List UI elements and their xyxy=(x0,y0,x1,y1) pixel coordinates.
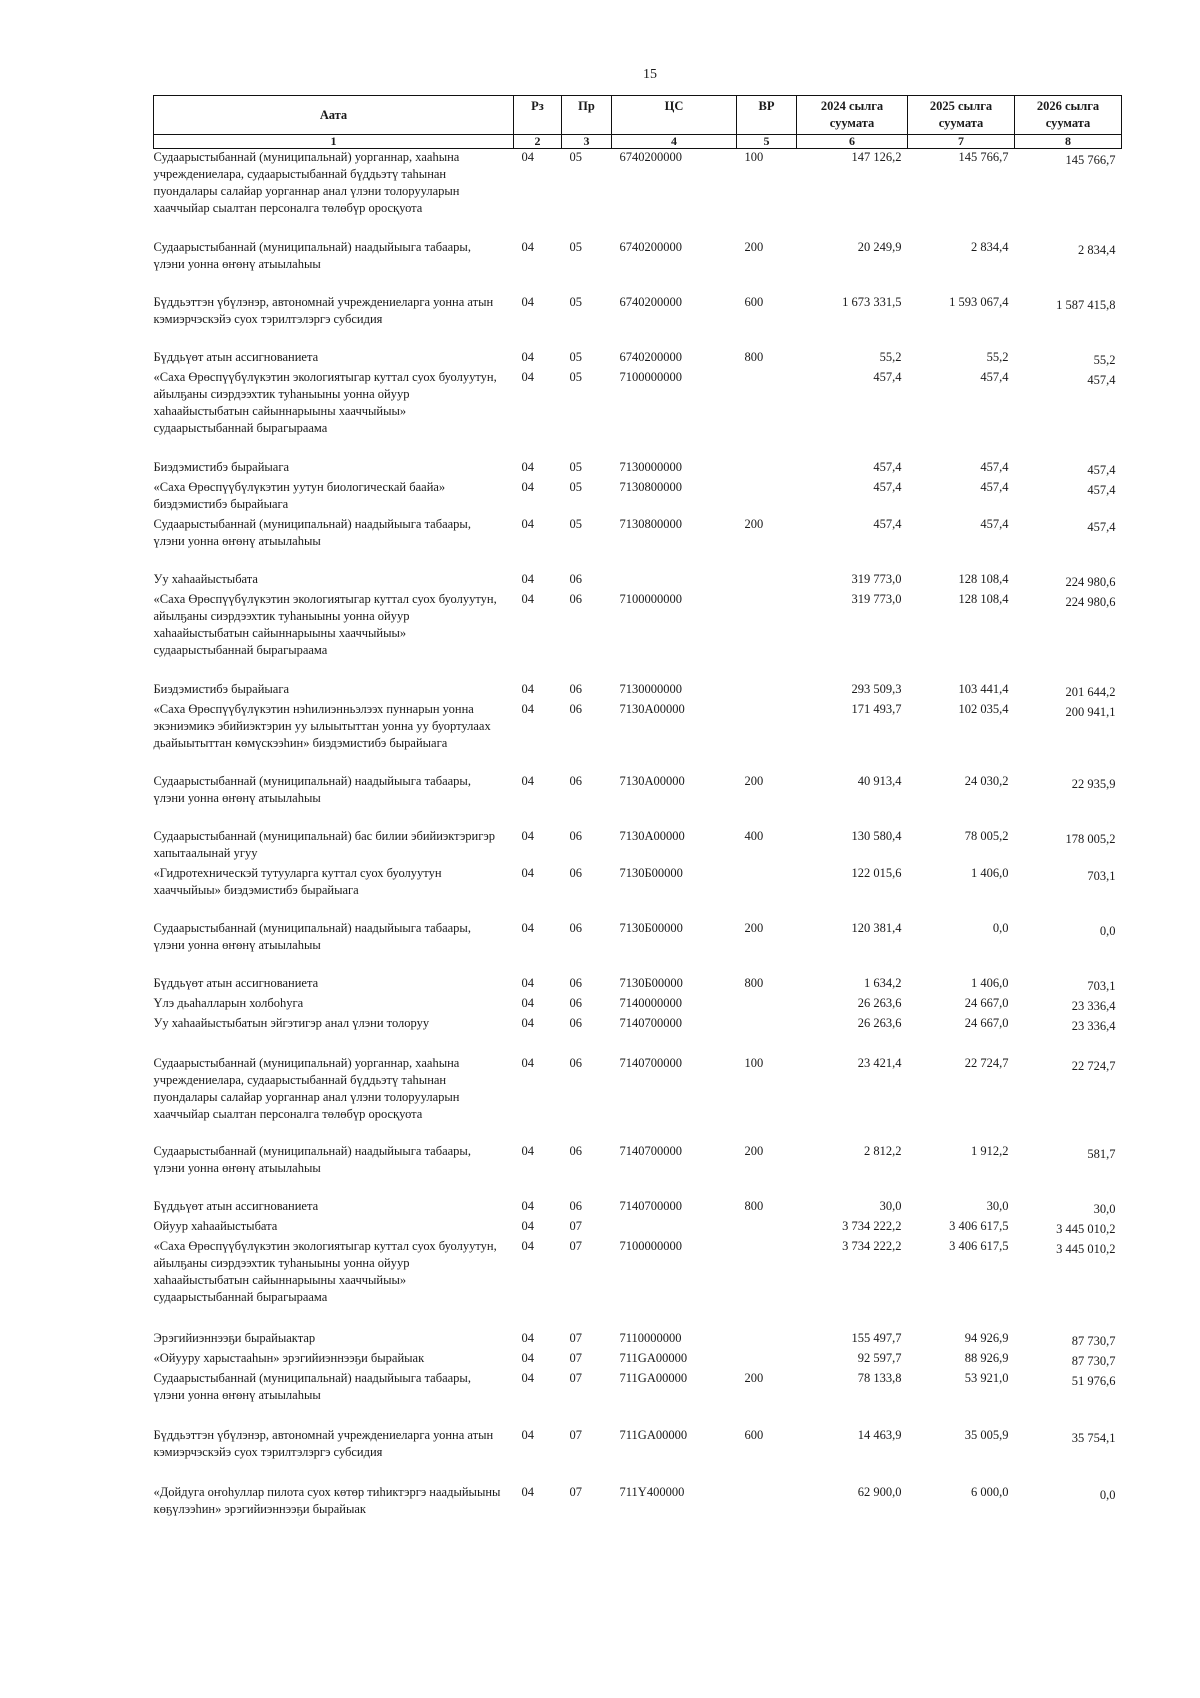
row-rz: 04 xyxy=(521,1330,534,1345)
table-row xyxy=(154,681,1122,701)
header-pr: Пр xyxy=(562,96,612,135)
row-amount-2025: 35 005,9 xyxy=(964,1427,1009,1442)
row-amount-2024: 130 580,4 xyxy=(851,828,902,843)
row-amount-2024: 55,2 xyxy=(879,349,902,364)
row-cs: 711Y400000 xyxy=(619,1484,685,1499)
row-vr: 200 xyxy=(744,516,764,531)
row-name: Бүддьүөт атын ассигнованиета xyxy=(153,1198,319,1213)
row-amount-2026: 178 005,2 xyxy=(1065,831,1116,846)
row-amount-2026: 200 941,1 xyxy=(1065,704,1116,719)
table-row xyxy=(154,1370,1122,1427)
row-rz: 04 xyxy=(521,591,534,606)
row-vr xyxy=(737,479,797,516)
row-amount-2026: 23 336,4 xyxy=(1071,998,1116,1013)
row-amount-2025: 457,4 xyxy=(980,459,1009,474)
col-number-8: 8 xyxy=(1015,135,1122,149)
row-rz: 04 xyxy=(521,459,534,474)
row-vr: 100 xyxy=(744,150,764,164)
row-cs: 6740200000 xyxy=(619,239,682,254)
row-amount-2024: 14 463,9 xyxy=(857,1427,902,1442)
col-number-3: 3 xyxy=(562,135,612,149)
row-cs: 7130А00000 xyxy=(619,828,685,843)
row-cs: 7140700000 xyxy=(619,1143,682,1158)
row-pr: 07 xyxy=(569,1218,582,1233)
row-name: «Саха Өрөспүүбүлүкэтин экологиятыгар куттал суох буолуутун, айылҕаны сиэрдээхтик туһаныыны уонна ойуур хаһаайыстыбатын сайыннарыыны хааччыйыы» судаарыстыбаннай бырагыраама xyxy=(153,369,497,435)
table-row xyxy=(154,591,1122,681)
row-amount-2026: 2 834,4 xyxy=(1078,242,1116,257)
col-number-5: 5 xyxy=(737,135,797,149)
header-name: Аата xyxy=(154,96,514,135)
row-cs: 7100000000 xyxy=(619,591,682,606)
table-row xyxy=(154,1350,1122,1370)
row-pr: 05 xyxy=(569,349,582,364)
row-amount-2024: 120 381,4 xyxy=(851,920,902,935)
row-amount-2024: 319 773,0 xyxy=(851,571,902,586)
row-vr xyxy=(737,1484,797,1524)
row-amount-2024: 30,0 xyxy=(879,1198,902,1213)
table-row xyxy=(154,149,1122,239)
row-name: Бүддьэттэн үбүлэнэр, автономнай учреждениеларга уонна атын кэмиэрчэскэйэ суох тэрилтэлэргэ субсидия xyxy=(153,1427,494,1459)
row-cs: 7100000000 xyxy=(619,369,682,384)
row-cs: 7140000000 xyxy=(619,995,682,1010)
row-amount-2026: 457,4 xyxy=(1087,519,1116,534)
row-name: Судаарыстыбаннай (муниципальнай) наадыйыыга табаары, үлэни уонна өҥөнү атыылаһыы xyxy=(153,920,471,952)
row-vr xyxy=(737,995,797,1015)
row-vr: 200 xyxy=(744,1143,764,1158)
row-amount-2026: 457,4 xyxy=(1087,482,1116,497)
row-pr: 06 xyxy=(569,828,582,843)
row-amount-2026: 87 730,7 xyxy=(1071,1353,1116,1368)
row-pr: 06 xyxy=(569,1198,582,1213)
row-rz: 04 xyxy=(521,773,534,788)
table-row xyxy=(154,516,1122,571)
row-amount-2024: 26 263,6 xyxy=(857,1015,902,1030)
row-vr xyxy=(737,701,797,773)
row-cs: 6740200000 xyxy=(619,294,682,309)
row-cs: 7110000000 xyxy=(619,1330,682,1345)
table-row xyxy=(154,1330,1122,1350)
row-cs: 7130800000 xyxy=(619,479,682,494)
row-rz: 04 xyxy=(521,516,534,531)
row-name: Биэдэмистибэ бырайыага xyxy=(153,459,290,474)
row-name: «Ойууру харыстааһын» эрэгийиэннээҕи бырайыак xyxy=(153,1350,425,1365)
row-rz: 04 xyxy=(521,369,534,384)
row-amount-2026: 0,0 xyxy=(1099,1487,1116,1502)
row-amount-2026: 3 445 010,2 xyxy=(1056,1221,1116,1236)
table-row xyxy=(154,1238,1122,1330)
row-rz: 04 xyxy=(521,1015,534,1030)
row-vr: 600 xyxy=(744,294,764,309)
row-pr: 05 xyxy=(569,369,582,384)
budget-table xyxy=(153,95,1122,1524)
row-rz: 04 xyxy=(521,1198,534,1213)
row-amount-2025: 30,0 xyxy=(986,1198,1009,1213)
row-name: Уу хаһаайыстыбатын эйгэтигэр анал үлэни толоруу xyxy=(153,1015,430,1030)
row-vr: 800 xyxy=(744,1198,764,1213)
page-number: 15 xyxy=(643,67,657,82)
row-amount-2025: 2 834,4 xyxy=(971,239,1009,254)
row-amount-2026: 703,1 xyxy=(1087,978,1116,993)
row-rz: 04 xyxy=(521,349,534,364)
row-pr: 06 xyxy=(569,681,582,696)
row-name: Бүддьэттэн үбүлэнэр, автономнай учреждениеларга уонна атын кэмиэрчэскэйэ суох тэрилтэлэргэ субсидия xyxy=(153,294,494,326)
row-pr: 05 xyxy=(569,294,582,309)
row-rz: 04 xyxy=(521,1218,534,1233)
row-name: Судаарыстыбаннай (муниципальнай) наадыйыыга табаары, үлэни уонна өҥөнү атыылаһыы xyxy=(153,516,471,548)
row-amount-2024: 2 812,2 xyxy=(864,1143,902,1158)
row-cs: 6740200000 xyxy=(619,349,682,364)
table-row xyxy=(154,975,1122,995)
row-pr: 07 xyxy=(569,1238,582,1253)
row-amount-2025: 457,4 xyxy=(980,369,1009,384)
row-vr: 200 xyxy=(744,239,764,254)
row-amount-2025: 22 724,7 xyxy=(964,1055,1009,1070)
row-rz: 04 xyxy=(521,239,534,254)
row-vr xyxy=(737,1330,797,1350)
table-row xyxy=(154,995,1122,1015)
row-vr xyxy=(737,459,797,479)
row-amount-2025: 88 926,9 xyxy=(964,1350,1009,1365)
row-cs: 7140700000 xyxy=(619,1198,682,1213)
row-cs: 7130800000 xyxy=(619,516,682,531)
row-vr: 400 xyxy=(744,828,764,843)
row-rz: 04 xyxy=(521,1143,534,1158)
row-rz: 04 xyxy=(521,975,534,990)
row-vr xyxy=(737,865,797,920)
table-row xyxy=(154,920,1122,975)
table-row xyxy=(154,1143,1122,1198)
row-cs: 7130Б00000 xyxy=(619,920,683,935)
row-name: Судаарыстыбаннай (муниципальнай) бас билии эбийиэктэригэр хапытаалынай угуу xyxy=(153,828,495,860)
row-amount-2024: 122 015,6 xyxy=(851,865,902,880)
row-amount-2024: 155 497,7 xyxy=(851,1330,902,1345)
row-amount-2024: 457,4 xyxy=(873,516,902,531)
row-cs: 7130А00000 xyxy=(619,701,685,716)
row-amount-2025: 102 035,4 xyxy=(958,701,1009,716)
row-cs xyxy=(612,1218,737,1238)
row-vr xyxy=(737,1238,797,1330)
row-amount-2026: 703,1 xyxy=(1087,868,1116,883)
row-name: Эрэгийиэннээҕи бырайыактар xyxy=(153,1330,316,1345)
header-vr: ВР xyxy=(737,96,797,135)
row-pr: 07 xyxy=(569,1330,582,1345)
row-vr: 100 xyxy=(744,1055,764,1070)
row-vr: 800 xyxy=(744,349,764,364)
row-name: Судаарыстыбаннай (муниципальнай) наадыйыыга табаары, үлэни уонна өҥөнү атыылаһыы xyxy=(153,239,471,271)
row-cs: 7130А00000 xyxy=(619,773,685,788)
header-2024: 2024 сылга суумата xyxy=(797,96,908,135)
row-amount-2025: 3 406 617,5 xyxy=(949,1218,1009,1233)
row-amount-2026: 1 587 415,8 xyxy=(1056,297,1116,312)
header-cs: ЦС xyxy=(612,96,737,135)
row-amount-2025: 55,2 xyxy=(986,349,1009,364)
table-row xyxy=(154,1198,1122,1218)
row-name: Судаарыстыбаннай (муниципальнай) наадыйыыга табаары, үлэни уонна өҥөнү атыылаһыы xyxy=(153,1370,471,1402)
row-vr xyxy=(737,591,797,681)
row-pr: 07 xyxy=(569,1350,582,1365)
row-pr: 06 xyxy=(569,920,582,935)
row-amount-2026: 457,4 xyxy=(1087,462,1116,477)
table-row xyxy=(154,459,1122,479)
row-amount-2024: 293 509,3 xyxy=(851,681,902,696)
row-pr: 05 xyxy=(569,516,582,531)
row-amount-2025: 128 108,4 xyxy=(958,571,1009,586)
row-amount-2026: 87 730,7 xyxy=(1071,1333,1116,1348)
row-rz: 04 xyxy=(521,294,534,309)
row-amount-2024: 3 734 222,2 xyxy=(842,1218,902,1233)
row-cs: 711GA00000 xyxy=(619,1427,688,1442)
table-row xyxy=(154,1015,1122,1055)
row-name: Судаарыстыбаннай (муниципальнай) наадыйыыга табаары, үлэни уонна өҥөнү атыылаһыы xyxy=(153,1143,471,1175)
row-name: Биэдэмистибэ бырайыага xyxy=(153,681,290,696)
row-pr: 05 xyxy=(569,479,582,494)
row-cs: 7130000000 xyxy=(619,681,682,696)
row-pr: 07 xyxy=(569,1427,582,1442)
row-amount-2025: 457,4 xyxy=(980,516,1009,531)
row-amount-2024: 40 913,4 xyxy=(857,773,902,788)
row-rz: 04 xyxy=(521,865,534,880)
row-amount-2025: 1 593 067,4 xyxy=(949,294,1009,309)
row-rz: 04 xyxy=(521,701,534,716)
row-amount-2025: 24 030,2 xyxy=(964,773,1009,788)
row-pr: 06 xyxy=(569,1015,582,1030)
row-amount-2024: 92 597,7 xyxy=(857,1350,902,1365)
row-amount-2025: 78 005,2 xyxy=(964,828,1009,843)
row-name: Ойуур хаһаайыстыбата xyxy=(153,1218,278,1233)
table-row xyxy=(154,1218,1122,1238)
row-pr: 07 xyxy=(569,1484,582,1499)
row-name: Үлэ дьаһалларын холбоһуга xyxy=(153,995,304,1010)
row-pr: 06 xyxy=(569,591,582,606)
col-number-1: 1 xyxy=(154,135,514,149)
row-rz: 04 xyxy=(521,1055,534,1070)
row-amount-2026: 0,0 xyxy=(1099,923,1116,938)
row-pr: 06 xyxy=(569,975,582,990)
row-name: «Саха Өрөспүүбүлүкэтин нэһилиэнньэлээх пуннарын уонна экэниэмикэ эбийиэктэрин уу ылыытыттан уонна уу буортулаах дьайыытыттан көмүскээһин» биэдэмистибэ бырайыага xyxy=(153,701,491,750)
table-row xyxy=(154,828,1122,865)
row-name: Судаарыстыбаннай (муниципальнай) уорганнар, хааһына учреждениелара, судаарыстыбаннай бүддьэтү таһынан пуондалары салайар уорганнар анал үлэни толорууларын хааччыйар сыалтан персоналга төлөбүр оросқуота xyxy=(153,1055,460,1121)
row-rz: 04 xyxy=(521,1370,534,1385)
row-pr: 05 xyxy=(569,459,582,474)
row-amount-2026: 3 445 010,2 xyxy=(1056,1241,1116,1256)
row-amount-2024: 457,4 xyxy=(873,459,902,474)
row-amount-2024: 62 900,0 xyxy=(857,1484,902,1499)
row-pr: 06 xyxy=(569,865,582,880)
row-amount-2026: 35 754,1 xyxy=(1071,1430,1116,1445)
row-rz: 04 xyxy=(521,1484,534,1499)
row-amount-2026: 201 644,2 xyxy=(1065,684,1116,699)
row-name: Бүддьүөт атын ассигнованиета xyxy=(153,975,319,990)
row-amount-2025: 1 406,0 xyxy=(971,975,1009,990)
row-pr: 05 xyxy=(569,239,582,254)
row-amount-2025: 24 667,0 xyxy=(964,995,1009,1010)
row-amount-2026: 224 980,6 xyxy=(1065,574,1116,589)
row-rz: 04 xyxy=(521,828,534,843)
col-number-6: 6 xyxy=(797,135,908,149)
row-amount-2026: 22 724,7 xyxy=(1071,1058,1116,1073)
row-pr: 06 xyxy=(569,571,582,586)
row-amount-2026: 30,0 xyxy=(1093,1201,1116,1216)
table-header xyxy=(154,96,1122,149)
row-vr: 200 xyxy=(744,773,764,788)
row-amount-2025: 53 921,0 xyxy=(964,1370,1009,1385)
row-amount-2024: 26 263,6 xyxy=(857,995,902,1010)
row-cs: 7130000000 xyxy=(619,459,682,474)
row-amount-2024: 20 249,9 xyxy=(857,239,902,254)
row-vr: 800 xyxy=(744,975,764,990)
col-number-2: 2 xyxy=(514,135,562,149)
col-number-7: 7 xyxy=(908,135,1015,149)
table-body xyxy=(154,149,1122,1524)
row-cs: 7130Б00000 xyxy=(619,865,683,880)
row-vr: 600 xyxy=(744,1427,764,1442)
row-amount-2025: 0,0 xyxy=(992,920,1009,935)
row-vr: 200 xyxy=(744,1370,764,1385)
row-pr: 07 xyxy=(569,1370,582,1385)
row-amount-2025: 103 441,4 xyxy=(958,681,1009,696)
row-vr xyxy=(737,1015,797,1055)
row-amount-2025: 24 667,0 xyxy=(964,1015,1009,1030)
row-name: Судаарыстыбаннай (муниципальнай) наадыйыыга табаары, үлэни уонна өҥөнү атыылаһыы xyxy=(153,773,471,805)
row-amount-2026: 224 980,6 xyxy=(1065,594,1116,609)
row-pr: 06 xyxy=(569,995,582,1010)
row-amount-2025: 3 406 617,5 xyxy=(949,1238,1009,1253)
row-amount-2024: 457,4 xyxy=(873,369,902,384)
row-rz: 04 xyxy=(521,681,534,696)
row-vr xyxy=(737,1218,797,1238)
row-amount-2024: 78 133,8 xyxy=(857,1370,902,1385)
row-amount-2024: 171 493,7 xyxy=(851,701,902,716)
row-amount-2026: 22 935,9 xyxy=(1071,776,1116,791)
header-rz: Рз xyxy=(514,96,562,135)
row-cs: 7100000000 xyxy=(619,1238,682,1253)
row-amount-2026: 581,7 xyxy=(1087,1146,1116,1161)
row-cs: 6740200000 xyxy=(619,150,682,164)
row-vr xyxy=(737,571,797,591)
row-amount-2024: 147 126,2 xyxy=(851,150,902,164)
row-name: Бүддьүөт атын ассигнованиета xyxy=(153,349,319,364)
row-vr xyxy=(737,1350,797,1370)
row-name: Уу хаһаайыстыбата xyxy=(153,571,258,586)
row-amount-2026: 23 336,4 xyxy=(1071,1018,1116,1033)
row-amount-2025: 1 406,0 xyxy=(971,865,1009,880)
table-row xyxy=(154,479,1122,516)
row-amount-2026: 55,2 xyxy=(1093,352,1116,367)
row-rz: 04 xyxy=(521,995,534,1010)
row-pr: 06 xyxy=(569,1143,582,1158)
row-cs: 7140700000 xyxy=(619,1015,682,1030)
header-2025: 2025 сылга суумата xyxy=(908,96,1015,135)
row-amount-2025: 128 108,4 xyxy=(958,591,1009,606)
row-rz: 04 xyxy=(521,1350,534,1365)
table-row xyxy=(154,571,1122,591)
row-pr: 06 xyxy=(569,701,582,716)
table-row xyxy=(154,1055,1122,1143)
table-row xyxy=(154,1427,1122,1484)
row-name: «Саха Өрөспүүбүлүкэтин экологиятыгар куттал суох буолуутун, айылҕаны сиэрдээхтик туһаныыны уонна ойуур хаһаайыстыбатын сайыннарыыны хааччыйыы» судаарыстыбаннай бырагыраама xyxy=(153,1238,497,1304)
row-cs: 7140700000 xyxy=(619,1055,682,1070)
table-row xyxy=(154,349,1122,369)
row-name: «Саха Өрөспүүбүлүкэтин уутун биологическай баайа» биэдэмистибэ бырайыага xyxy=(153,479,446,511)
table-row xyxy=(154,865,1122,920)
table-row xyxy=(154,701,1122,773)
row-amount-2025: 6 000,0 xyxy=(971,1484,1009,1499)
row-cs: 711GA00000 xyxy=(619,1370,688,1385)
row-rz: 04 xyxy=(521,571,534,586)
row-vr xyxy=(737,681,797,701)
row-amount-2026: 457,4 xyxy=(1087,372,1116,387)
row-vr xyxy=(737,369,797,459)
row-amount-2025: 94 926,9 xyxy=(964,1330,1009,1345)
row-amount-2025: 145 766,7 xyxy=(958,150,1009,164)
row-amount-2024: 457,4 xyxy=(873,479,902,494)
row-vr: 200 xyxy=(744,920,764,935)
row-amount-2025: 1 912,2 xyxy=(971,1143,1009,1158)
row-cs xyxy=(612,571,737,591)
table-row xyxy=(154,294,1122,349)
row-rz: 04 xyxy=(521,479,534,494)
row-name: «Саха Өрөспүүбүлүкэтин экологиятыгар куттал суох буолуутун, айылҕаны сиэрдээхтик туһаныыны уонна ойуур хаһаайыстыбатын сайыннарыыны хааччыйыы» судаарыстыбаннай бырагыраама xyxy=(153,591,497,657)
row-name: Судаарыстыбаннай (муниципальнай) уорганнар, хааһына учреждениелара, судаарыстыбаннай бүддьэтү таһынан пуондалары салайар уорганнар анал үлэни толорууларын хааччыйар сыалтан персоналга төлөбүр оросқуота xyxy=(153,150,460,215)
table-row xyxy=(154,239,1122,294)
row-name: «Дойдуга оҥоһуллар пилота суох көтөр тиһиктэргэ наадыйыыны көҕүлээһин» эрэгийиэннээҕи бырайыак xyxy=(153,1484,501,1516)
row-rz: 04 xyxy=(521,1238,534,1253)
table-row xyxy=(154,773,1122,828)
row-amount-2024: 23 421,4 xyxy=(857,1055,902,1070)
col-number-4: 4 xyxy=(612,135,737,149)
row-amount-2024: 3 734 222,2 xyxy=(842,1238,902,1253)
row-amount-2024: 1 634,2 xyxy=(864,975,902,990)
row-pr: 05 xyxy=(569,150,582,164)
row-rz: 04 xyxy=(521,920,534,935)
row-rz: 04 xyxy=(521,150,534,164)
row-amount-2024: 319 773,0 xyxy=(851,591,902,606)
row-amount-2026: 145 766,7 xyxy=(1065,153,1116,167)
row-pr: 06 xyxy=(569,773,582,788)
table-row xyxy=(154,369,1122,459)
row-rz: 04 xyxy=(521,1427,534,1442)
row-cs: 711GA00000 xyxy=(619,1350,688,1365)
row-amount-2025: 457,4 xyxy=(980,479,1009,494)
row-amount-2026: 51 976,6 xyxy=(1071,1373,1116,1388)
header-2026: 2026 сылга суумата xyxy=(1015,96,1122,135)
row-pr: 06 xyxy=(569,1055,582,1070)
table-row xyxy=(154,1484,1122,1524)
row-name: «Гидротехническэй тутууларга куттал суох буолуутун хааччыйыы» биэдэмистибэ бырайыага xyxy=(153,865,442,897)
row-cs: 7130Б00000 xyxy=(619,975,683,990)
row-amount-2024: 1 673 331,5 xyxy=(842,294,902,309)
